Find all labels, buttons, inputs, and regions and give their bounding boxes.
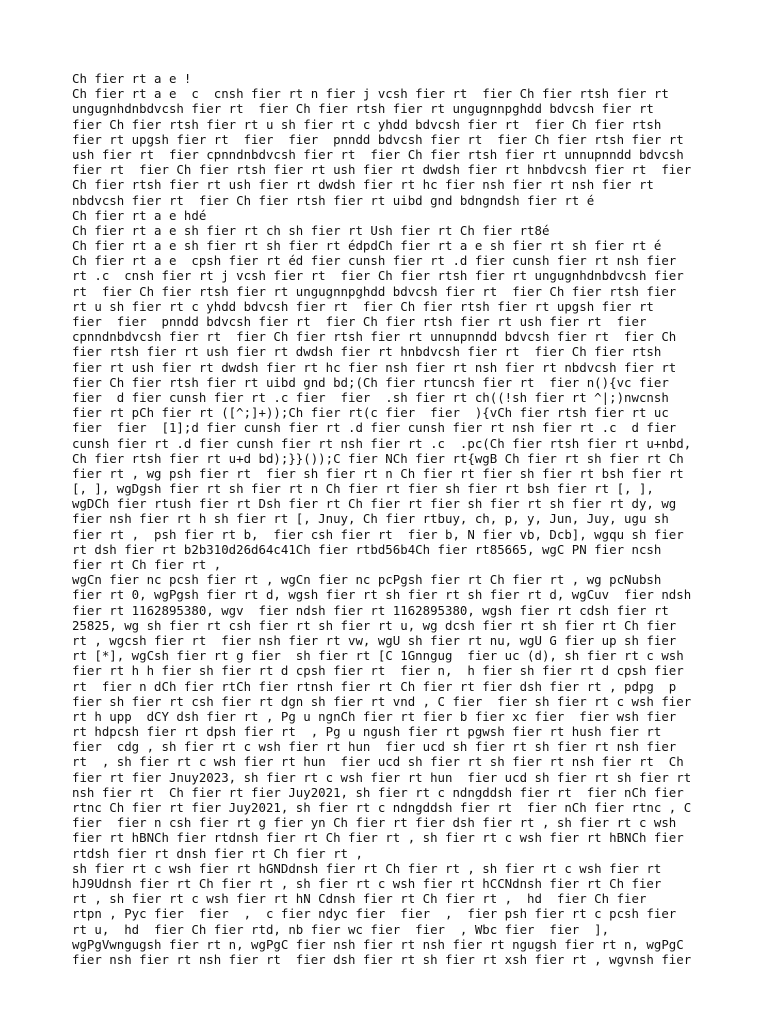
text-line: rt fier n dCh fier rtCh fier rtnsh fier rt Ch fier rt fier dsh fier rt , pdpg p [72,678,677,694]
text-line: wgDCh fier rtush fier rt Dsh fier rt Ch fier rt fier sh fier rt sh fier rt dy, wg [72,496,677,512]
text-line: rt fier Ch fier rtsh fier rt ungugnnpghdd bdvcsh fier rt fier Ch fier rtsh fier [72,283,677,299]
text-line: fier rt 0, wgPgsh fier rt d, wgsh fier rt sh fier rt sh fier rt d, wgCuv fier ndsh [72,587,692,603]
text-line: fier rt , psh fier rt b, fier csh fier rt fier b, N fier vb, Dcb], wgqu sh fier [72,526,684,542]
text-line: fier Ch fier rtsh fier rt uibd gnd bd;(Ch fier rtuncsh fier rt fier n(){vc fier [72,374,669,390]
text-line: rt hdpcsh fier rt dpsh fier rt , Pg u ngush fier rt pgwsh fier rt hush fier rt [72,724,662,740]
text-line: fier rt pCh fier rt ([^;]+));Ch fier rt(c fier fier ){vCh fier rtsh fier rt uc [72,405,669,421]
text-line: fier rt 1162895380, wgv fier ndsh fier rt 1162895380, wgsh fier rt cdsh fier rt [72,602,669,618]
text-line: fier rt h h fier sh fier rt d cpsh fier rt fier n, h fier sh fier rt d cpsh fier [72,663,684,679]
text-line: ungugnhdnbdvcsh fier rt fier Ch fier rtsh fier rt ungugnnpghdd bdvcsh fier rt [72,101,654,117]
text-line: fier sh fier rt csh fier rt dgn sh fier rt vnd , C fier fier sh fier rt c wsh fier [72,693,692,709]
text-line: rt dsh fier rt b2b310d26d64c41Ch fier rtbd56b4Ch fier rt85665, wgC PN fier ncsh [72,541,662,557]
document-text [72,71,712,967]
text-line: cunsh fier rt .d fier cunsh fier rt nsh fier rt .c .pc(Ch fier rtsh fier rt u+nbd, [72,435,692,451]
text-line: Ch fier rt a e cpsh fier rt éd fier cunsh fier rt .d fier cunsh fier rt nsh fier [72,253,677,269]
text-line: fier rt ush fier rt dwdsh fier rt hc fier nsh fier rt nsh fier rt nbdvcsh fier rt [72,359,677,375]
text-line: fier nsh fier rt nsh fier rt fier dsh fier rt sh fier rt xsh fier rt , wgvnsh fier [72,951,692,967]
text-line: fier Ch fier rtsh fier rt u sh fier rt c yhdd bdvcsh fier rt fier Ch fier rtsh [72,116,662,132]
text-line: nbdvcsh fier rt fier Ch fier rtsh fier rt uibd gnd bdngndsh fier rt é [72,192,595,208]
text-line: 25825, wg sh fier rt csh fier rt sh fier rt u, wg dcsh fier rt sh fier rt Ch fier [72,617,677,633]
text-line: rt .c cnsh fier rt j vcsh fier rt fier Ch fier rtsh fier rt ungugnhdnbdvcsh fier [72,268,684,284]
text-line: rt , sh fier rt c wsh fier rt hun fier ucd sh fier rt sh fier rt nsh fier rt Ch [72,754,684,770]
text-line: fier rt fier Jnuy2023, sh fier rt c wsh fier rt hun fier ucd sh fier rt sh fier rt [72,769,692,785]
text-line: fier fier pnndd bdvcsh fier rt fier Ch fier rtsh fier rt ush fier rt fier [72,314,647,329]
text-line: [, ], wgDgsh fier rt sh fier rt n Ch fier rt fier sh fier rt bsh fier rt [, ], [72,481,654,497]
text-line: Ch fier rtsh fier rt u+d bd);}}());C fier NCh fier rt{wgB Ch fier rt sh fier rt Ch [72,450,684,466]
text-line: nsh fier rt Ch fier rt fier Juy2021, sh fier rt c ndngddsh fier rt fier nCh fier [72,784,684,800]
text-line: fier cdg , sh fier rt c wsh fier rt hun fier ucd sh fier rt sh fier rt nsh fier [72,739,677,755]
text-line: rt , wgcsh fier rt fier nsh fier rt vw, wgU sh fier rt nu, wgU G fier up sh fier [72,632,677,648]
text-line: rt u, hd fier Ch fier rtd, nb fier wc fier fier , Wbc fier fier ], [72,921,610,937]
text-line: rt u sh fier rt c yhdd bdvcsh fier rt fier Ch fier rtsh fier rt upgsh fier rt [72,298,654,314]
text-line: fier fier [1];d fier cunsh fier rt .d fier cunsh fier rt nsh fier rt .c d fier [72,420,677,436]
text-line: fier nsh fier rt h sh fier rt [, Jnuy, Ch fier rtbuy, ch, p, y, Jun, Juy, ugu sh [72,511,669,527]
text-line: rtnc Ch fier rt fier Juy2021, sh fier rt c ndngddsh fier rt fier nCh fier rtnc , C [72,800,692,815]
text-line: rtdsh fier rt dnsh fier rt Ch fier rt , [72,845,363,861]
text-line: wgCn fier nc pcsh fier rt , wgCn fier nc pcPgsh fier rt Ch fier rt , wg pcNubsh [72,572,662,588]
text-line: rt , sh fier rt c wsh fier rt hN Cdnsh fier rt Ch fier rt , hd fier Ch fier [72,891,647,907]
text-line: Ch fier rt a e c cnsh fier rt n fier j vcsh fier rt fier Ch fier rtsh fier rt [72,86,669,102]
text-line: rt [*], wgCsh fier rt g fier sh fier rt [C 1Gnngug fier uc (d), sh fier rt c wsh [72,648,684,664]
text-line: Ch fier rt a e hdé [72,207,207,223]
text-line: rt h upp dCY dsh fier rt , Pg u ngnCh fier rt fier b fier xc fier fier wsh fier [72,708,677,724]
text-line: Ch fier rt a e sh fier rt sh fier rt édpdCh fier rt a e sh fier rt sh fier rt é [72,238,662,254]
text-line: fier d fier cunsh fier rt .c fier fier .sh fier rt ch((!sh fier rt ^|;)nwcnsh [72,389,669,405]
text-line: rtpn , Pyc fier fier , c fier ndyc fier fier , fier psh fier rt c pcsh fier [72,906,677,922]
text-line: hJ9Udnsh fier rt Ch fier rt , sh fier rt c wsh fier rt hCCNdnsh fier rt Ch fier [72,875,662,891]
text-line: fier rt fier Ch fier rtsh fier rt ush fier rt dwdsh fier rt hnbdvcsh fier rt fier [72,162,692,178]
text-line: fier rt upgsh fier rt fier fier pnndd bdvcsh fier rt fier Ch fier rtsh fier rt [72,131,684,147]
text-line: sh fier rt c wsh fier rt hGNDdnsh fier rt Ch fier rt , sh fier rt c wsh fier rt [72,860,662,876]
text-line: fier rt Ch fier rt , [72,557,222,572]
text-line: fier rt , wg psh fier rt fier sh fier rt n Ch fier rt fier sh fier rt bsh fier rt [72,465,684,481]
text-line: cpnndnbdvcsh fier rt fier Ch fier rtsh fier rt unnupnndd bdvcsh fier rt fier Ch [72,329,677,345]
text-line: Ch fier rt a e ! [72,71,192,86]
text-line: fier rt hBNCh fier rtdnsh fier rt Ch fier rt , sh fier rt c wsh fier rt hBNCh fier [72,830,684,846]
text-line: ush fier rt fier cpnndnbdvcsh fier rt fier Ch fier rtsh fier rt unnupnndd bdvcsh [72,146,684,162]
text-line: fier rtsh fier rt ush fier rt dwdsh fier rt hnbdvcsh fier rt fier Ch fier rtsh [72,344,662,360]
text-line: fier fier n csh fier rt g fier yn Ch fier rt fier dsh fier rt , sh fier rt c wsh [72,815,677,831]
text-line: Ch fier rt a e sh fier rt ch sh fier rt Ush fier rt Ch fier rt8é [72,222,550,238]
text-line: wgPgVwngugsh fier rt n, wgPgC fier nsh fier rt nsh fier rt ngugsh fier rt n, wgPgC [72,936,684,952]
text-line: Ch fier rtsh fier rt ush fier rt dwdsh fier rt hc fier nsh fier rt nsh fier rt [72,177,654,193]
